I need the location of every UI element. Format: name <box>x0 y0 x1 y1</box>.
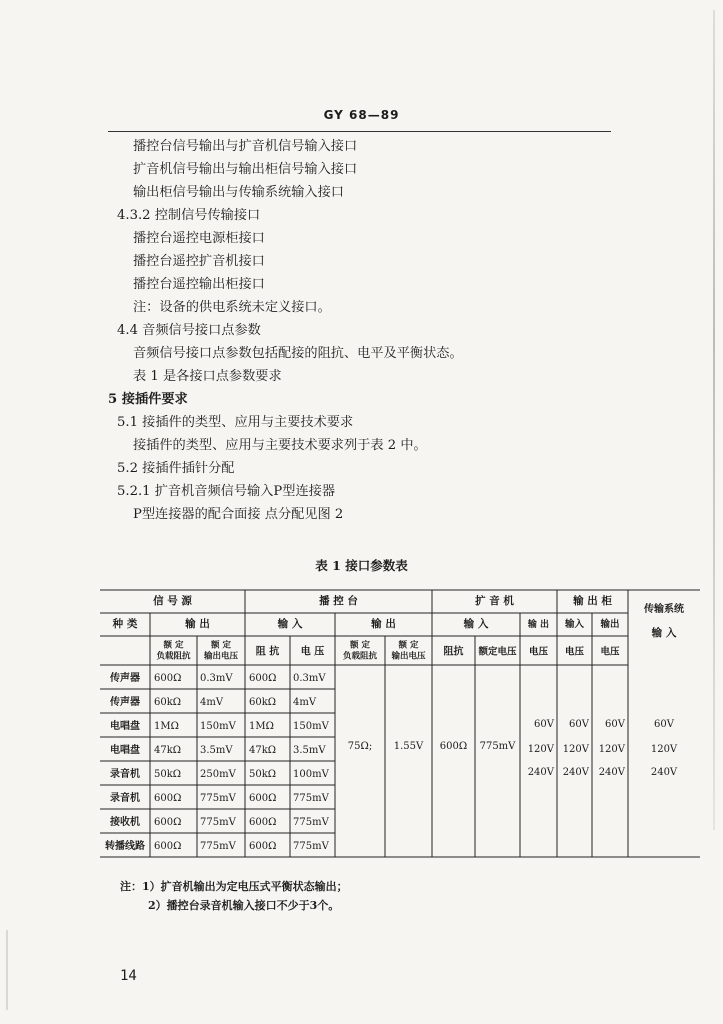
section-heading: 5.2 接插件插针分配 <box>117 461 235 476</box>
text-line: 播控台信号输出与扩音机信号输入接口 <box>133 139 358 154</box>
voltage-cell: 120V <box>562 744 589 755</box>
text-line: 播控台遥控扩音机接口 <box>133 254 265 269</box>
row-label: 录音机 <box>110 769 140 780</box>
table-cell: 775mV <box>200 817 236 828</box>
table-cell: 50kΩ <box>154 769 182 780</box>
text-line: 播控台遥控电源柜接口 <box>133 231 265 246</box>
merged-cell: 600Ω <box>439 741 468 752</box>
col-header: 额 定 <box>163 640 184 651</box>
table-cell: 50kΩ <box>249 769 277 780</box>
col-header: 额 定 <box>211 640 231 651</box>
sub-header: 输 入 <box>277 618 303 630</box>
sub-header: 输 入 <box>651 627 677 639</box>
voltage-cell: 60V <box>534 719 554 730</box>
row-label: 电唱盘 <box>110 721 140 732</box>
table-cell: 47kΩ <box>249 745 277 756</box>
text-line: 播控台遥控输出柜接口 <box>133 277 265 292</box>
table-cell: 600Ω <box>249 817 277 828</box>
row-label: 转播线路 <box>105 841 145 852</box>
row-label: 录音机 <box>110 793 140 804</box>
voltage-cell: 60V <box>654 719 674 730</box>
group-header: 播 控 台 <box>319 595 358 607</box>
col-header: 输出电压 <box>203 651 239 662</box>
table-cell: 600Ω <box>249 841 277 852</box>
col-header: 额 定 <box>398 640 419 651</box>
table-note-1: 注：1）扩音机输出为定电压式平衡状态输出； <box>120 880 348 893</box>
table-cell: 0.3mV <box>200 673 233 684</box>
col-header: 电压 <box>564 646 585 658</box>
col-header: 负载阻抗 <box>342 651 378 662</box>
voltage-cell: 120V <box>598 744 625 755</box>
table-cell: 775mV <box>200 793 236 804</box>
table-note-2: 2）播控台录音机输入接口不少于3个。 <box>148 899 340 912</box>
sub-header: 输出 <box>600 619 620 630</box>
col-header: 额定电压 <box>478 646 517 658</box>
table-cell: 775mV <box>293 841 329 852</box>
group-header: 信 号 源 <box>153 595 192 607</box>
text-line: 接插件的类型、应用与主要技术要求列于表 2 中。 <box>133 438 427 453</box>
col-header: 阻抗 <box>443 646 464 658</box>
table-cell: 0.3mV <box>293 673 326 684</box>
sub-header: 种 类 <box>112 618 138 630</box>
document-header: GY 68—89 <box>323 108 400 122</box>
group-header: 传输系统 <box>644 604 684 615</box>
table-cell: 3.5mV <box>293 745 326 756</box>
section-heading: 5.2.1 扩音机音频信号输入P型连接器 <box>117 484 336 499</box>
voltage-cell: 240V <box>562 767 589 778</box>
table-cell: 775mV <box>293 793 329 804</box>
sub-header: 输 出 <box>185 618 210 630</box>
sub-header: 输 入 <box>463 618 489 630</box>
voltage-cell: 60V <box>569 719 589 730</box>
voltage-cell: 120V <box>527 744 554 755</box>
table-cell: 100mV <box>293 769 329 780</box>
sub-header: 输入 <box>564 619 585 630</box>
section-heading: 4.3.2 控制信号传输接口 <box>117 208 261 223</box>
table-cell: 600Ω <box>249 793 277 804</box>
merged-cell: 1.55V <box>393 741 424 752</box>
col-header: 电压 <box>600 646 620 658</box>
table-cell: 250mV <box>200 769 236 780</box>
group-header: 输 出 柜 <box>573 595 612 607</box>
text-line: 扩音机信号输出与输出柜信号输入接口 <box>133 162 358 177</box>
table-cell: 4mV <box>200 697 224 708</box>
table-cell: 150mV <box>293 721 329 732</box>
col-header: 电压 <box>528 646 549 658</box>
table-cell: 3.5mV <box>200 745 233 756</box>
sub-header: 输 出 <box>371 618 396 630</box>
text-line: 音频信号接口点参数包括配接的阻抗、电平及平衡状态。 <box>133 346 463 361</box>
col-header: 阻 抗 <box>255 646 280 658</box>
voltage-cell: 240V <box>650 767 678 778</box>
voltage-cell: 120V <box>650 744 678 755</box>
table-cell: 775mV <box>200 841 236 852</box>
col-header: 负载阻抗 <box>156 651 191 662</box>
merged-cell: 75Ω; <box>347 741 373 752</box>
row-label: 传声器 <box>110 697 140 708</box>
table-cell: 600Ω <box>154 841 182 852</box>
group-header: 扩 音 机 <box>475 595 514 607</box>
row-label: 传声器 <box>110 673 140 684</box>
merged-cell: 775mV <box>479 741 516 752</box>
table-cell: 60kΩ <box>249 697 277 708</box>
table-cell: 47kΩ <box>154 745 182 756</box>
table-cell: 1MΩ <box>154 721 179 732</box>
sub-header: 输 出 <box>527 620 550 630</box>
table-cell: 600Ω <box>154 793 182 804</box>
col-header: 输出电压 <box>391 651 426 662</box>
text-line: 输出柜信号输出与传输系统输入接口 <box>133 185 344 200</box>
section-heading: 5.1 接插件的类型、应用与主要技术要求 <box>117 415 354 430</box>
table-cell: 150mV <box>200 721 236 732</box>
col-header: 额 定 <box>350 640 370 651</box>
page-number: 14 <box>120 968 137 984</box>
section-heading: 4.4 音频信号接口点参数 <box>117 323 261 338</box>
chapter-heading: 5 接插件要求 <box>108 392 188 407</box>
text-line: P型连接器的配合面接 点分配见图 2 <box>133 507 344 522</box>
voltage-cell: 240V <box>527 767 554 778</box>
note-line: 注：设备的供电系统未定义接口。 <box>133 300 331 315</box>
table-cell: 60kΩ <box>154 697 182 708</box>
table-cell: 600Ω <box>249 673 277 684</box>
col-header: 电 压 <box>300 646 325 658</box>
row-label: 接收机 <box>110 817 140 828</box>
table-cell: 4mV <box>293 697 317 708</box>
text-line: 表 1 是各接口点参数要求 <box>133 369 282 384</box>
row-label: 电唱盘 <box>110 745 140 756</box>
table-title: 表 1 接口参数表 <box>315 558 408 573</box>
table-cell: 1MΩ <box>249 721 274 732</box>
table-cell: 600Ω <box>154 673 182 684</box>
voltage-cell: 240V <box>598 767 625 778</box>
table-cell: 600Ω <box>154 817 182 828</box>
table-cell: 775mV <box>293 817 329 828</box>
voltage-cell: 60V <box>605 719 625 730</box>
